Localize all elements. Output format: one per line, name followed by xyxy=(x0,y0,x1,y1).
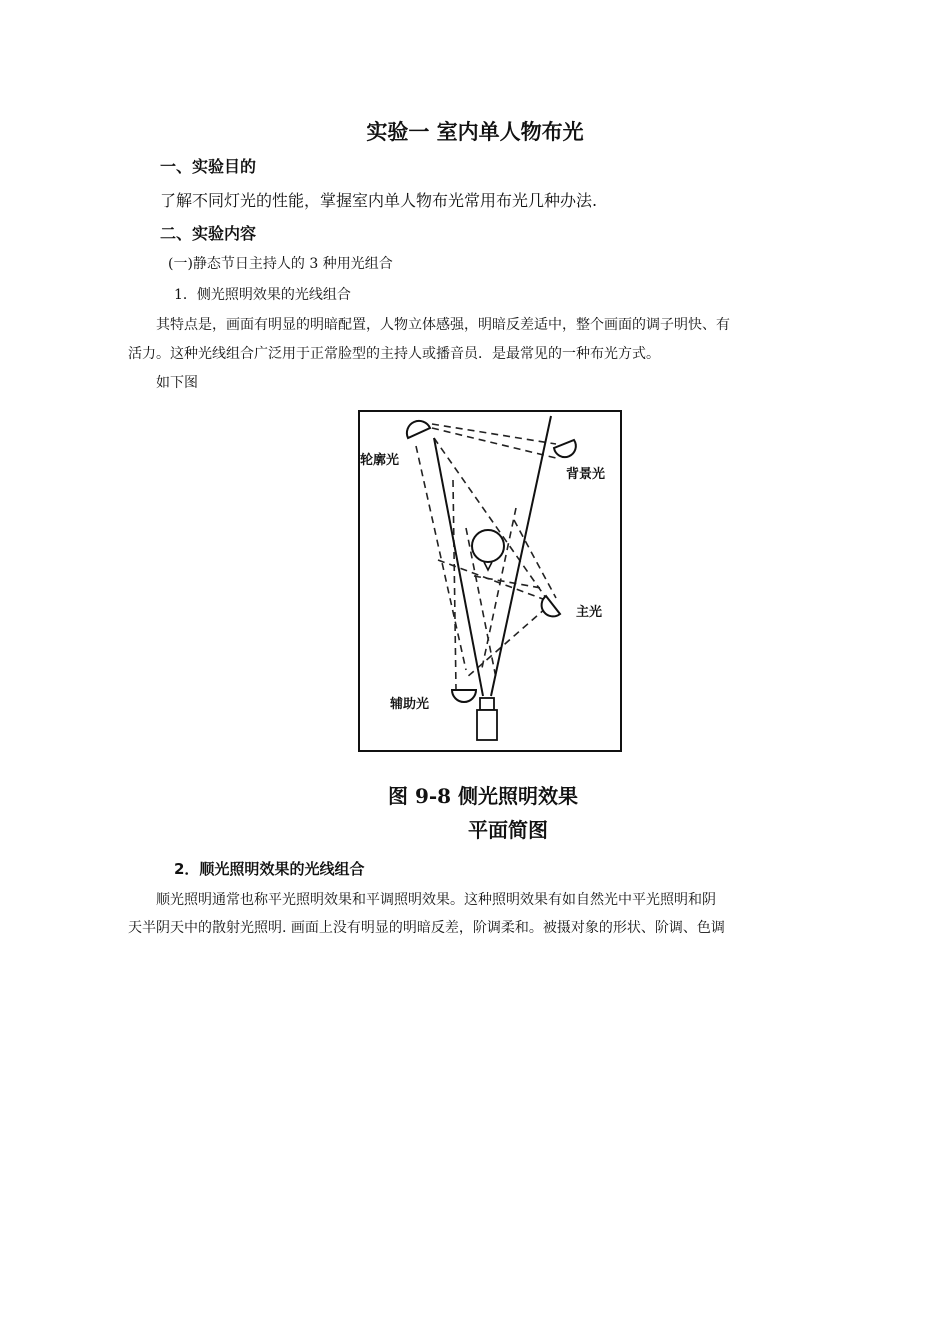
see-below-text: 如下图 xyxy=(156,375,198,391)
figure-caption: 图 9-8 侧光照明效果 xyxy=(388,784,579,808)
lighting-diagram xyxy=(356,408,624,754)
subject-head xyxy=(472,530,504,562)
rim-light-lamp xyxy=(407,421,430,438)
paragraph-line: 顺光照明通常也称平光照明效果和平调照明效果。这种照明效果有如自然光中平光照明和阴 xyxy=(156,892,716,908)
section-heading-purpose: 一、实验目的 xyxy=(160,157,257,176)
page-title: 实验一 室内单人物布光 xyxy=(366,119,584,144)
key-light-lamp xyxy=(542,596,560,616)
item-title-side-light: 1．侧光照明效果的光线组合 xyxy=(174,287,351,303)
paragraph-line: 其特点是，画面有明显的明暗配置，人物立体感强，明暗反差适中，整个画面的调子明快、有 xyxy=(156,317,730,333)
label-key-light: 主光 xyxy=(576,605,603,620)
fill-light-lamp xyxy=(452,690,476,702)
paragraph-line: 活力。这种光线组合广泛用于正常脸型的主持人或播音员．是最常见的一种布光方式。 xyxy=(128,346,660,362)
figure-subcaption: 平面简图 xyxy=(468,818,548,842)
camera-icon xyxy=(480,698,494,710)
section-heading-content: 二、实验内容 xyxy=(160,224,257,243)
background-light-lamp xyxy=(554,440,576,457)
lighting-diagram-svg xyxy=(356,408,624,754)
label-rim-light: 轮廓光 xyxy=(360,453,400,468)
item-title-front-light: 2．顺光照明效果的光线组合 xyxy=(174,860,365,878)
paragraph-line: 天半阴天中的散射光照明. 画面上没有明显的明暗反差，阶调柔和。被摄对象的形状、阶调、色调 xyxy=(128,920,725,936)
purpose-text: 了解不同灯光的性能，掌握室内单人物布光常用布光几种办法. xyxy=(160,191,598,210)
subsection-title: (一)静态节日主持人的 3 种用光组合 xyxy=(168,256,393,272)
camera-body xyxy=(477,710,497,740)
label-background-light: 背景光 xyxy=(566,467,606,482)
subject-nose xyxy=(484,562,492,570)
label-fill-light: 辅助光 xyxy=(390,697,430,712)
